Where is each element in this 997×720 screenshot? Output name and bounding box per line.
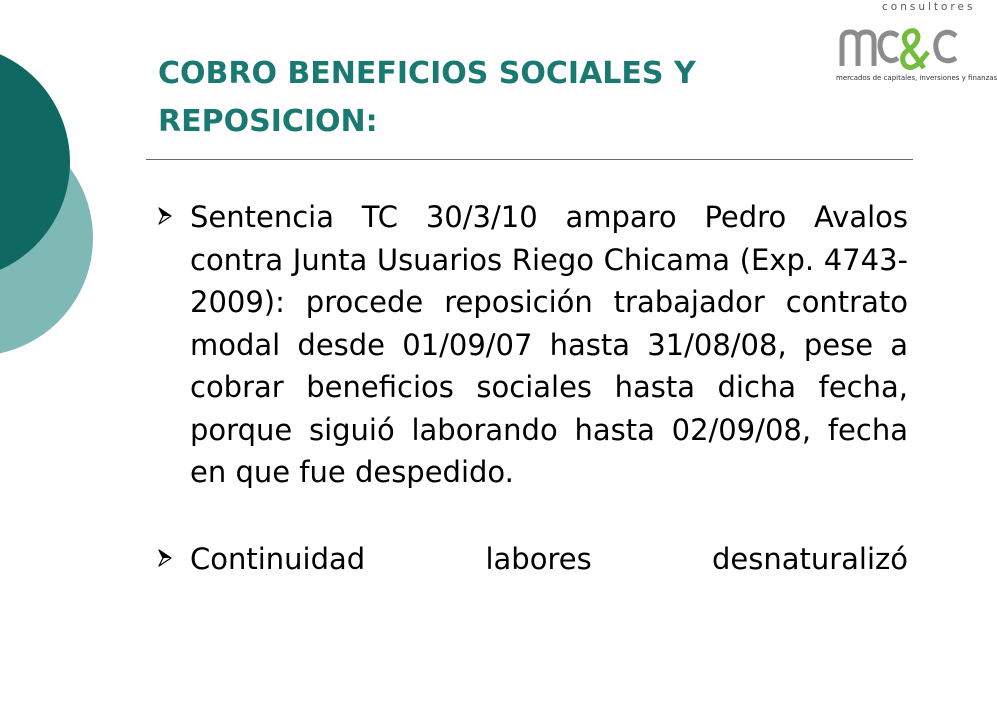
logo-sub-text: mercados de capitales, inversiones y finanzas — [836, 74, 997, 82]
decorative-circles — [0, 0, 120, 400]
arrow-bullet-icon — [158, 207, 172, 225]
mc-and-c-logo-icon — [836, 14, 960, 72]
logo-top-text: consultores — [882, 1, 976, 13]
slide-title-line-2: REPOSICION: — [158, 104, 378, 139]
bullet-item — [158, 538, 908, 581]
bullet-item — [158, 196, 908, 494]
slide-title — [158, 50, 848, 146]
bullet-text: Continuidad labores desnaturalizó — [190, 541, 908, 576]
company-logo — [836, 0, 997, 90]
arrow-bullet-icon — [158, 549, 172, 567]
title-divider — [146, 159, 913, 160]
slide-title-line-1: COBRO BENEFICIOS SOCIALES Y — [158, 56, 696, 91]
bullet-text: Sentencia TC 30/3/10 amparo Pedro Avalos contra Junta Usuarios Riego Chicama (Exp. 4743-2009): procede reposición trabajador contrato modal desde 01/09/07 hasta 31/08/08, pese a cobrar beneficios sociales hasta dicha fecha, porque siguió laborando hasta 02/09/08, fecha en que fue despedido. — [190, 200, 908, 489]
bullet-list — [158, 196, 908, 624]
